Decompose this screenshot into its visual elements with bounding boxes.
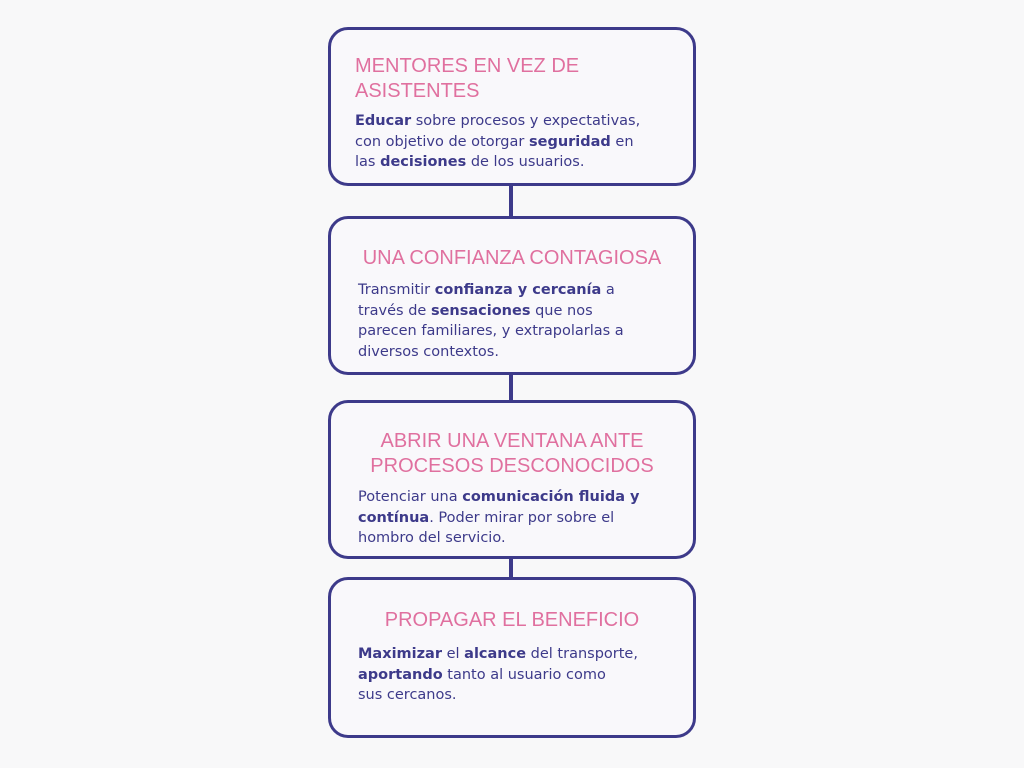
body-text: en xyxy=(610,133,634,150)
body-text: tanto al usuario como xyxy=(442,666,606,683)
emphasis-text: aportando xyxy=(358,666,443,683)
card-ventana xyxy=(328,400,696,559)
body-text: diversos contextos. xyxy=(358,343,499,360)
body-text: del transporte, xyxy=(526,646,638,662)
card-mentores xyxy=(328,27,696,186)
card-title: PROPAGAR EL BENEFICIO xyxy=(384,609,640,631)
body-text: de los usuarios. xyxy=(466,154,585,170)
body-text: Potenciar una xyxy=(358,489,463,505)
emphasis-text: Educar xyxy=(355,113,412,129)
body-text: hombro del servicio. xyxy=(358,530,506,546)
body-text: través de xyxy=(358,302,431,319)
card-description xyxy=(358,487,688,549)
body-text: el xyxy=(442,646,465,662)
card-title: MENTORES EN VEZ DE ASISTENTES xyxy=(355,55,580,102)
emphasis-text: sensaciones xyxy=(430,302,531,319)
emphasis-text: seguridad xyxy=(528,133,611,150)
body-text: las xyxy=(355,154,381,170)
body-text: que nos xyxy=(530,302,593,319)
connector-line-2 xyxy=(509,373,513,402)
connector-line-1 xyxy=(509,184,513,218)
emphasis-text: confianza y cercanía xyxy=(434,282,602,298)
card-title: UNA CONFIANZA CONTAGIOSA xyxy=(362,247,662,269)
body-text: a xyxy=(601,282,615,298)
body-text: con objetivo de otorgar xyxy=(355,133,529,150)
card-beneficio xyxy=(328,577,696,738)
body-text: sobre procesos y expectativas, xyxy=(411,113,641,129)
card-description xyxy=(358,280,688,362)
emphasis-text: comunicación fluida y xyxy=(462,489,640,505)
card-confianza xyxy=(328,216,696,375)
body-text: Transmitir xyxy=(358,282,435,298)
body-text: sus cercanos. xyxy=(358,687,457,703)
emphasis-text: Maximizar xyxy=(358,646,442,662)
body-text: parecen familiares, y extrapolarlas a xyxy=(358,323,624,339)
emphasis-text: decisiones xyxy=(380,154,467,170)
card-title: ABRIR UNA VENTANA ANTE PROCESOS DESCONOCIDOS xyxy=(370,430,654,477)
connector-line-3 xyxy=(509,557,513,579)
card-description xyxy=(355,111,685,173)
emphasis-text: contínua xyxy=(358,509,430,526)
body-text: . Poder mirar por sobre el xyxy=(429,509,615,526)
emphasis-text: alcance xyxy=(464,646,527,662)
card-description xyxy=(358,644,688,706)
